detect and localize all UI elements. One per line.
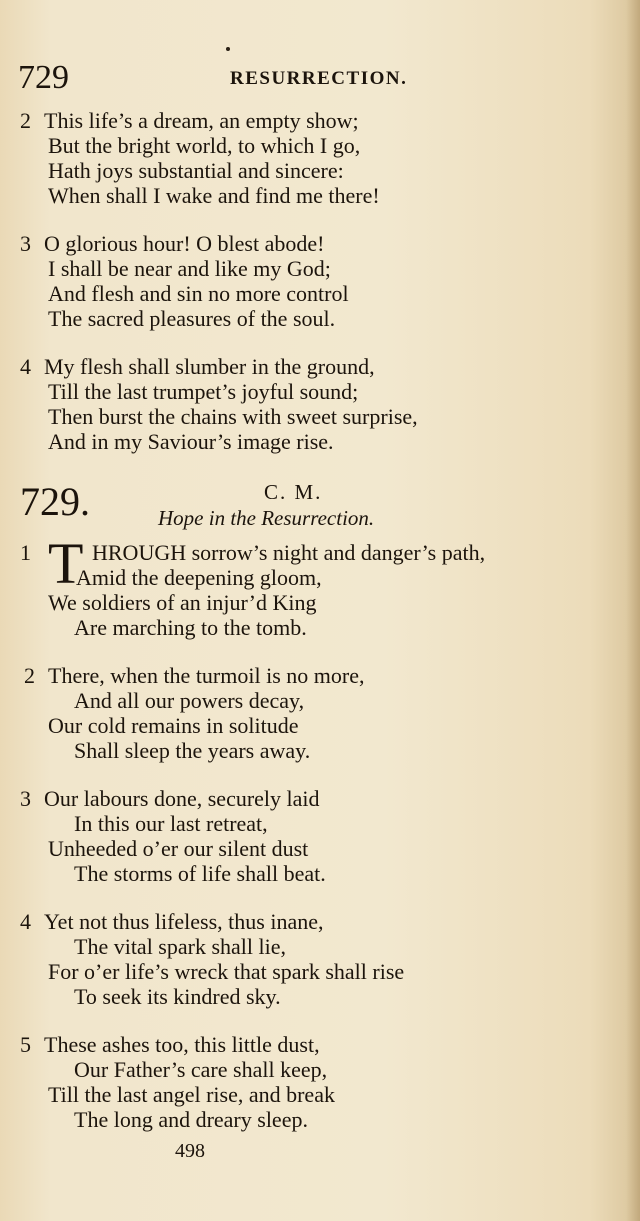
verse-line: Amid the deepening gloom,: [76, 565, 322, 590]
stanza: [20, 663, 630, 763]
verse-line: Unheeded o’er our silent dust: [48, 836, 309, 861]
stanza-number: 2: [20, 108, 31, 133]
verse-line: [20, 1032, 630, 1057]
stanza: [20, 231, 620, 331]
verse-text: Our labours done, securely laid: [44, 786, 320, 811]
verse-line: [20, 663, 630, 688]
verse-text: O glorious hour! O blest abode!: [44, 231, 325, 256]
verse-line: Are marching to the tomb.: [74, 615, 307, 640]
verse-line: Hath joys substantial and sincere:: [48, 158, 344, 183]
verse-line: HROUGH sorrow’s night and danger’s path,: [92, 540, 486, 565]
stanza-number: 2: [24, 663, 35, 688]
stanza-number: 3: [20, 786, 31, 811]
verse-text: This life’s a dream, an empty show;: [44, 108, 359, 133]
verse-line: But the bright world, to which I go,: [48, 133, 361, 158]
stanza-number: 3: [20, 231, 31, 256]
ink-speck: [226, 47, 230, 51]
stanza-number: 1: [20, 540, 31, 565]
verse-line: The long and dreary sleep.: [74, 1107, 308, 1132]
verse-line: Till the last angel rise, and break: [48, 1082, 335, 1107]
verse-line: [20, 108, 620, 133]
verse-text: There, when the turmoil is no more,: [48, 663, 365, 688]
stanza-number: 5: [20, 1032, 31, 1057]
hymn-meter: C. M.: [264, 480, 323, 504]
verse-line: [20, 909, 630, 934]
verse-line: And all our powers decay,: [74, 688, 305, 713]
hymn-stanzas: [20, 531, 630, 1155]
verse-line: [20, 786, 630, 811]
verse-line: Shall sleep the years away.: [74, 738, 311, 763]
verse-line: And in my Saviour’s image rise.: [48, 429, 334, 454]
stanza: [20, 531, 630, 640]
verse-text: My flesh shall slumber in the ground,: [44, 354, 375, 379]
verse-line: [20, 231, 620, 256]
verse-text: These ashes too, this little dust,: [44, 1032, 320, 1057]
verse-line: When shall I wake and find me there!: [48, 183, 380, 208]
stanza-number: 4: [20, 909, 31, 934]
verse-line: The vital spark shall lie,: [74, 934, 286, 959]
verse-line: In this our last retreat,: [74, 811, 268, 836]
verse-line: I shall be near and like my God;: [48, 256, 331, 281]
verse-text: Yet not thus lifeless, thus inane,: [44, 909, 324, 934]
verse-line: Then burst the chains with sweet surprise,: [48, 404, 418, 429]
verse-line: And flesh and sin no more control: [48, 281, 349, 306]
drop-cap-letter: T: [48, 531, 84, 596]
header-page-number: 729: [18, 59, 69, 96]
stanza: [20, 909, 630, 1009]
verse-line: To seek its kindred sky.: [74, 984, 281, 1009]
stanza-number: 4: [20, 354, 31, 379]
hymn-title: Hope in the Resurrection.: [158, 506, 375, 530]
verse-line: The storms of life shall beat.: [74, 861, 326, 886]
stanza: [20, 1032, 630, 1132]
stanza: [20, 354, 620, 454]
hymn-number: 729.: [20, 479, 90, 524]
stanza: [20, 786, 630, 886]
previous-hymn-stanzas: [20, 108, 620, 477]
verse-line: Till the last trumpet’s joyful sound;: [48, 379, 359, 404]
running-header: [18, 60, 618, 96]
verse-line: Our Father’s care shall keep,: [74, 1057, 328, 1082]
footer-page-number: 498: [175, 1140, 205, 1162]
header-section-title: RESURRECTION.: [230, 68, 408, 89]
verse-line: The sacred pleasures of the soul.: [48, 306, 336, 331]
hymn-heading: [20, 480, 620, 532]
verse-line: Our cold remains in solitude: [48, 713, 299, 738]
verse-line: For o’er life’s wreck that spark shall rise: [48, 959, 405, 984]
verse-line: We soldiers of an injur’d King: [48, 590, 317, 615]
stanza: [20, 108, 620, 208]
first-verse-with-dropcap: [20, 531, 630, 596]
verse-line: [20, 354, 620, 379]
